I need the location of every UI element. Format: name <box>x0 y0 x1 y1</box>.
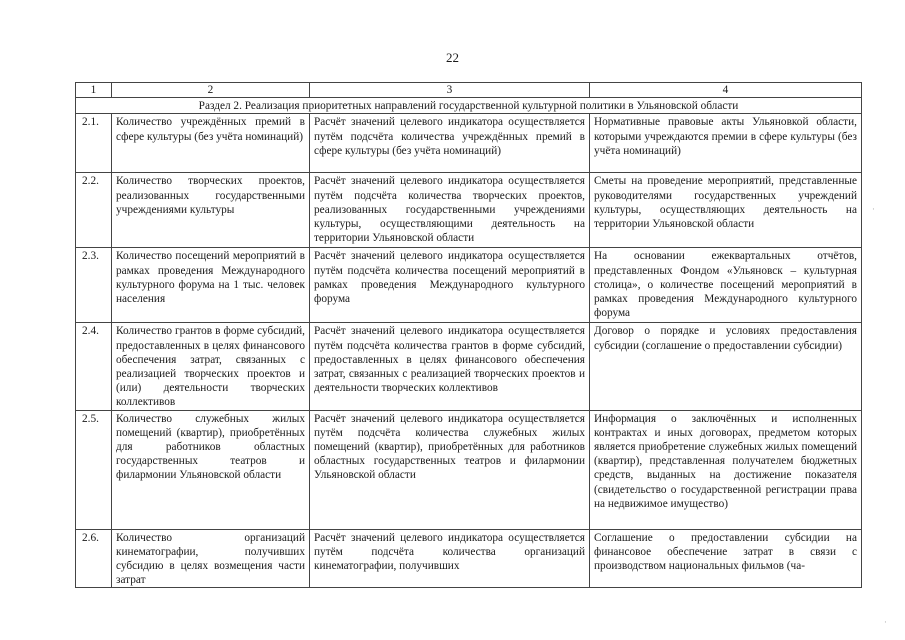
table-row <box>76 173 862 248</box>
row-number: 2.5. <box>76 410 112 529</box>
indicator-cell: Количество посещений мероприятий в рамках проведения Международного культурного форума на 1 тыс. человек населения <box>112 248 310 323</box>
source-cell: На основании ежеквартальных отчётов, представленных Фондом «Ульяновск – культурная столица», о количестве посещений мероприятий в рамках проведения Международного культурного форума <box>590 248 862 323</box>
section-title: Раздел 2. Реализация приоритетных направлений государственной культурной политики в Ульяновской области <box>76 98 862 114</box>
source-cell: Нормативные правовые акты Ульяновкой области, которыми учреждаются премии в сфере культуры (без учёта номинаций) <box>590 114 862 173</box>
table-row <box>76 529 862 588</box>
source-cell: Соглашение о предоставлении субсидии на финансовое обеспечение затрат в связи с производством национальных фильмов (ча- <box>590 529 862 588</box>
column-header: 3 <box>310 83 590 98</box>
source-cell: Договор о порядке и условиях предоставления субсидии (соглашение о предоставлении субсидии) <box>590 323 862 410</box>
row-number: 2.1. <box>76 114 112 173</box>
method-cell: Расчёт значений целевого индикатора осуществляется путём подсчёта количества организаций кинематографии, получивших <box>310 529 590 588</box>
table-row <box>76 410 862 529</box>
table-header-row <box>76 83 862 98</box>
indicator-cell: Количество учреждённых премий в сфере культуры (без учёта номинаций) <box>112 114 310 173</box>
section-row <box>76 98 862 114</box>
method-cell: Расчёт значений целевого индикатора осуществляется путём подсчёта количества посещений мероприятий в рамках проведения Международного культурного форума <box>310 248 590 323</box>
column-header: 2 <box>112 83 310 98</box>
method-cell: Расчёт значений целевого индикатора осуществляется путём подсчёта количества служебных жилых помещений (квартир), приобретённых для работников областных государственных театров и филармонии Ульяновской области <box>310 410 590 529</box>
column-header: 1 <box>76 83 112 98</box>
row-number: 2.6. <box>76 529 112 588</box>
source-cell: Информация о заключённых и исполненных контрактах и иных договорах, предметом которых является приобретение служебных жилых помещений (квартир), представленная получателем бюджетных средств, выданных на достижение показателя (свидетельство о государственной регистрации права на недвижимое имущество) <box>590 410 862 529</box>
table-row <box>76 323 862 410</box>
method-cell: Расчёт значений целевого индикатора осуществляется путём подсчёта количества учреждённых премий в сфере культуры (без учёта номинаций) <box>310 114 590 173</box>
scan-speck: · <box>872 205 875 215</box>
row-number: 2.4. <box>76 323 112 410</box>
method-cell: Расчёт значений целевого индикатора осуществляется путём подсчёта количества грантов в форме субсидий, предоставленных в целях финансового обеспечения затрат, связанных с реализацией творческих проектов и деятельности творческих коллективов <box>310 323 590 410</box>
indicator-cell: Количество грантов в форме субсидий, предоставленных в целях финансового обеспечения затрат, связанных с реализацией творческих проектов и (или) деятельности творческих коллективов <box>112 323 310 410</box>
scan-speck: · <box>884 618 887 628</box>
method-cell: Расчёт значений целевого индикатора осуществляется путём подсчёта количества творческих проектов, реализованных государственными учреждениями культуры, осуществляющими деятельность на территории Ульяновской области <box>310 173 590 248</box>
table-row <box>76 114 862 173</box>
row-number: 2.3. <box>76 248 112 323</box>
column-header: 4 <box>590 83 862 98</box>
row-number: 2.2. <box>76 173 112 248</box>
indicator-cell: Количество творческих проектов, реализованных государственными учреждениями культуры <box>112 173 310 248</box>
table-row <box>76 248 862 323</box>
source-cell: Сметы на проведение мероприятий, представленные руководителями государственных учреждений культуры, осуществляющих деятельность на территории Ульяновской области <box>590 173 862 248</box>
indicator-cell: Количество служебных жилых помещений (квартир), приобретённых для работников областных государственных театров и филармонии Ульяновской области <box>112 410 310 529</box>
indicators-table <box>75 82 862 588</box>
page-number: 22 <box>446 50 459 65</box>
indicator-cell: Количество организаций кинематографии, получивших субсидию в целях возмещения части затрат <box>112 529 310 588</box>
